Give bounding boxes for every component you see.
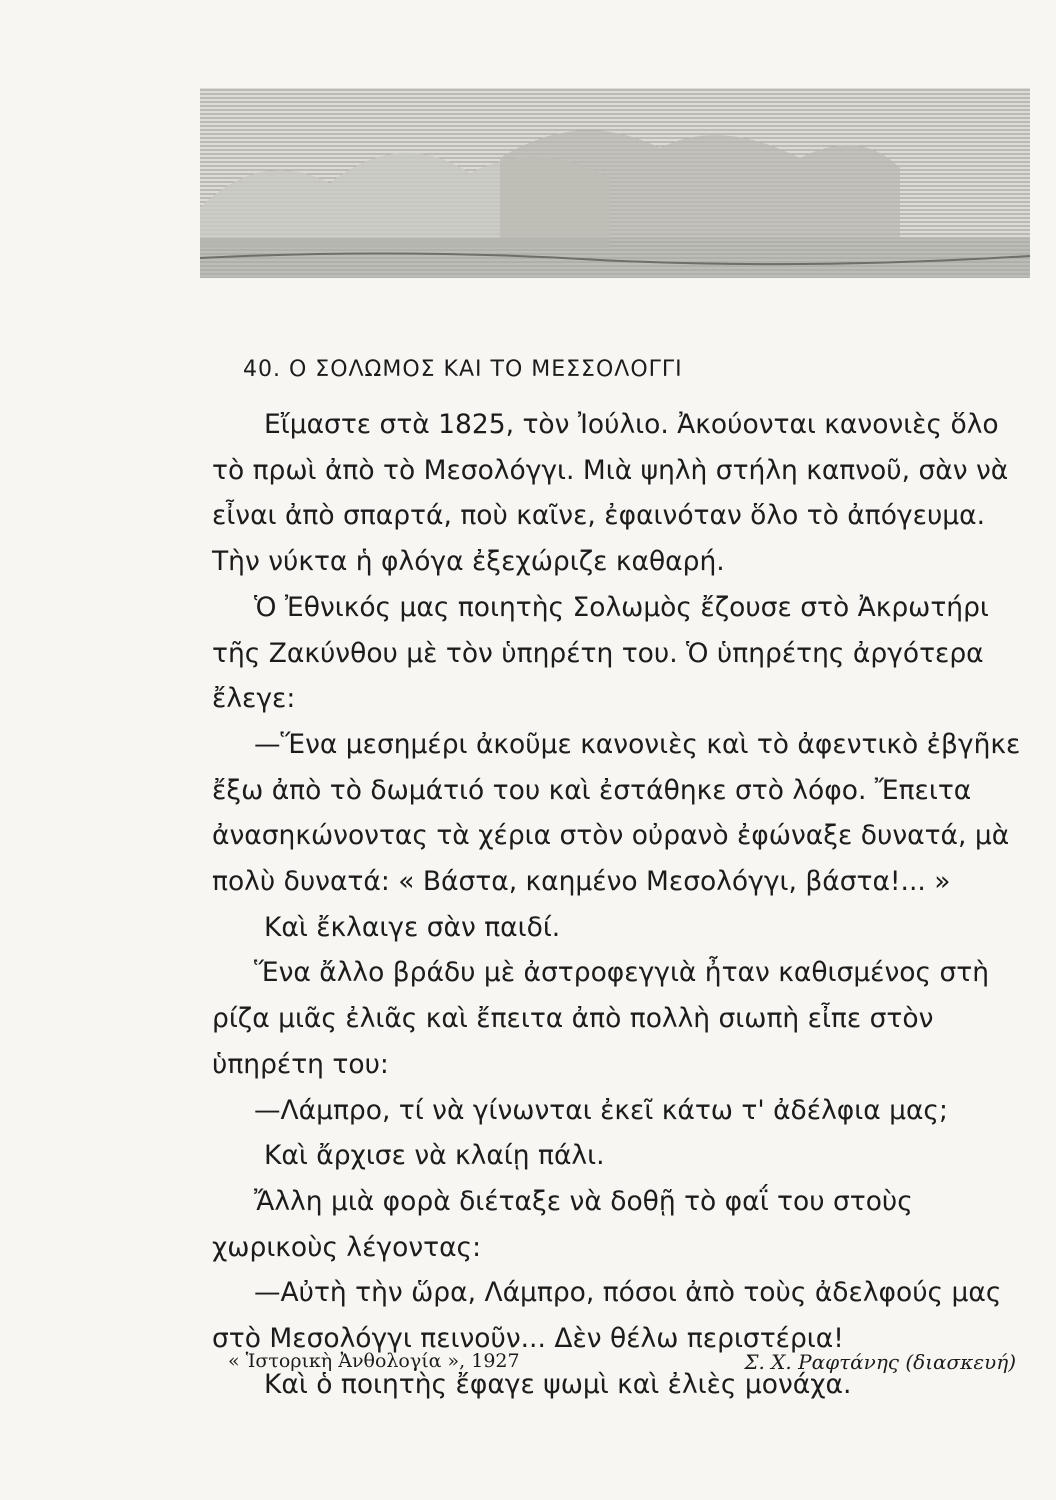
paragraph: —Ἕνα μεσημέρι ἀκοῦμε κανονιὲς καὶ τὸ ἀφεντικὸ ἐβγῆκε ἔξω ἀπὸ τὸ δωμάτιό του καὶ ἐστάθηκε στὸ λόφο. Ἔπειτα ἀνασηκώνοντας τὰ χέρια στὸν οὐρανὸ ἐφώναξε δυνατά, μὰ πολὺ δυνατά: « Βάστα, καημένο Μεσολόγγι, βάστα!... » <box>212 728 1021 898</box>
paragraph: Καὶ ἄρχισε νὰ κλαίῃ πάλι. <box>264 1140 605 1172</box>
source-citation: « Ἱστορικὴ Ἀνθολογία », 1927 <box>228 1350 520 1372</box>
story-text <box>212 402 1032 1407</box>
paragraph: Ἕνα ἄλλο βράδυ μὲ ἀστροφεγγιὰ ἦταν καθισμένος στὴ ρίζα μιᾶς ἐλιᾶς καὶ ἔπειτα ἀπὸ πολλὴ σιωπὴ εἶπε στὸν ὑπηρέτη του: <box>212 957 990 1080</box>
paragraph: Εἴμαστε στὰ 1825, τὸν Ἰούλιο. Ἀκούονται κανονιὲς ὅλο τὸ πρωὶ ἀπὸ τὸ Μεσολόγγι. Μιὰ ψηλὴ στήλη καπνοῦ, σὰν νὰ εἶναι ἀπὸ σπαρτά, ποὺ καῖνε, ἐφαινόταν ὅλο τὸ ἀπόγευμα. Τὴν νύκτα ἡ φλόγα ἐξεχώριζε καθαρή. <box>212 409 1009 578</box>
paragraph: Καὶ ὁ ποιητὴς ἔφαγε ψωμὶ καὶ ἐλιὲς μονάχα. <box>264 1368 852 1400</box>
paragraph: Ἄλλη μιὰ φορὰ διέταξε νὰ δοθῇ τὸ φαΐ του στοὺς χωρικοὺς λέγοντας: <box>212 1185 913 1263</box>
paragraph: —Λάμπρο, τί νὰ γίνωνται ἐκεῖ κάτω τ' ἀδέλφια μας; <box>254 1094 948 1126</box>
paragraph: Καὶ ἔκλαιγε σὰν παιδί. <box>264 911 561 943</box>
paragraph: Ὁ Ἐθνικός μας ποιητὴς Σολωμὸς ἔζουσε στὸ Ἀκρωτήρι τῆς Ζακύνθου μὲ τὸν ὑπηρέτη του. Ὁ ὑπηρέτης ἀργότερα ἔλεγε: <box>212 591 989 715</box>
author-credit: Σ. Χ. Ραφτάνης (διασκευή) <box>744 1350 1016 1374</box>
paragraph: —Αὐτὴ τὴν ὥρα, Λάμπρο, πόσοι ἀπὸ τοὺς ἀδελφούς μας στὸ Μεσολόγγι πεινοῦν... Δὲν θέλω περιστέρια! <box>212 1277 1002 1355</box>
header-illustration <box>200 88 1030 278</box>
page-title: 40. Ο ΣΟΛΩΜΟΣ ΚΑΙ ΤΟ ΜΕΣΣΟΛΟΓΓΙ <box>243 357 683 382</box>
